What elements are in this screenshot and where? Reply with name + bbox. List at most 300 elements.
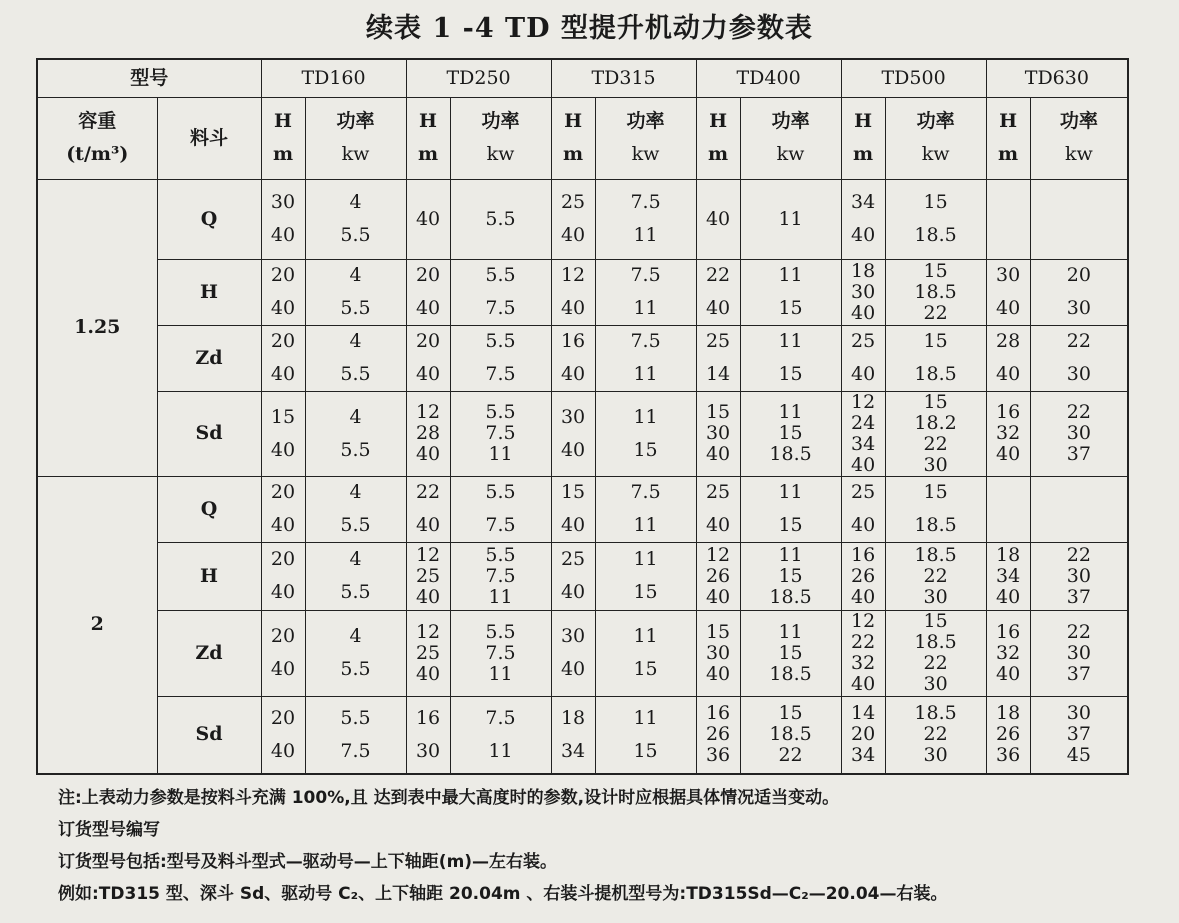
power-value: 30 [923, 673, 948, 695]
h-label: H [999, 110, 1018, 132]
height-value: 12 [850, 390, 876, 413]
bucket-type: Zd [157, 325, 261, 391]
power-unit: kw [921, 143, 950, 165]
height-value: 32 [850, 652, 876, 674]
height-cell [696, 476, 740, 542]
power-value: 18.2 [914, 411, 957, 434]
model-td400: TD400 [696, 59, 841, 97]
h-unit: m [417, 143, 439, 165]
power-value: 22 [923, 301, 948, 324]
power-value: 30 [1066, 422, 1091, 444]
power-cell [305, 179, 406, 259]
power-value: 15 [923, 610, 948, 632]
height-cell [261, 476, 305, 542]
power-label: 功率 [336, 110, 375, 132]
height-value: 20 [415, 330, 441, 352]
table-row [37, 259, 1128, 325]
height-value: 40 [705, 297, 731, 319]
power-unit-header [885, 97, 986, 179]
height-value: 40 [560, 581, 586, 603]
height-value: 25 [705, 481, 731, 503]
height-value: 40 [270, 739, 296, 762]
power-value: 22 [1066, 543, 1091, 566]
power-cell [305, 391, 406, 476]
height-cell [841, 259, 885, 325]
power-value: 11 [778, 401, 803, 423]
power-value: 30 [1066, 297, 1091, 319]
height-value: 20 [270, 264, 296, 286]
height-value: 40 [415, 585, 441, 608]
power-cell [1030, 259, 1128, 325]
height-value: 20 [270, 330, 296, 352]
height-value: 32 [996, 422, 1021, 444]
h-unit-header [551, 97, 595, 179]
height-value: 36 [705, 744, 731, 767]
power-cell [1030, 476, 1128, 542]
model-td500: TD500 [841, 59, 986, 97]
power-value: 18.5 [769, 443, 812, 465]
power-value: 5.5 [340, 297, 371, 319]
power-unit-header [740, 97, 841, 179]
power-label: 功率 [771, 110, 810, 132]
power-value: 11 [488, 585, 513, 608]
height-value: 40 [270, 363, 296, 385]
power-cell [740, 325, 841, 391]
power-unit-header [595, 97, 696, 179]
power-value: 11 [778, 330, 803, 352]
height-value: 26 [705, 723, 731, 746]
power-value: 15 [778, 641, 803, 664]
height-value: 25 [560, 548, 586, 570]
table-row [37, 476, 1128, 542]
power-value: 22 [923, 652, 948, 674]
height-value: 15 [705, 620, 731, 643]
power-cell [305, 476, 406, 542]
power-cell [885, 179, 986, 259]
height-cell [261, 542, 305, 610]
power-cell [885, 696, 986, 774]
height-value: 28 [996, 330, 1021, 352]
power-value: 11 [488, 739, 513, 762]
height-cell [986, 610, 1030, 696]
power-value: 15 [923, 191, 948, 213]
height-value: 40 [996, 585, 1021, 608]
height-value: 22 [415, 481, 441, 503]
power-cell [595, 259, 696, 325]
height-value: 40 [415, 514, 441, 536]
height-value: 40 [996, 443, 1021, 465]
height-value: 40 [560, 363, 586, 385]
power-unit-header [1030, 97, 1128, 179]
power-value: 5.5 [340, 224, 371, 246]
height-value: 20 [270, 706, 296, 729]
power-value: 11 [633, 405, 658, 428]
power-value: 30 [1066, 641, 1091, 664]
model-header: 型号 [37, 59, 261, 97]
height-value: 25 [560, 191, 586, 213]
height-value: 40 [560, 514, 586, 536]
power-cell [740, 610, 841, 696]
power-label: 功率 [481, 110, 520, 132]
power-value: 11 [778, 620, 803, 643]
model-td250: TD250 [406, 59, 551, 97]
power-cell [1030, 542, 1128, 610]
height-cell [986, 325, 1030, 391]
height-cell [551, 179, 595, 259]
height-value: 40 [270, 658, 296, 680]
height-value: 40 [850, 514, 876, 536]
power-value: 18.5 [914, 280, 957, 303]
power-cell [450, 179, 551, 259]
power-value: 11 [633, 514, 658, 536]
height-value: 40 [270, 224, 296, 246]
power-value: 7.5 [630, 481, 661, 503]
height-value: 18 [996, 702, 1021, 725]
power-value: 37 [1066, 723, 1091, 746]
power-cell [450, 542, 551, 610]
power-value: 15 [778, 363, 803, 385]
power-value: 4 [349, 330, 362, 352]
power-value: 30 [923, 744, 948, 767]
height-cell [406, 696, 450, 774]
power-value: 7.5 [340, 739, 371, 762]
height-value: 40 [996, 297, 1021, 319]
height-value: 40 [560, 297, 586, 319]
height-value: 20 [415, 264, 441, 286]
height-value: 18 [996, 543, 1021, 566]
power-value: 5.5 [485, 207, 516, 230]
power-cell [595, 610, 696, 696]
height-cell [551, 259, 595, 325]
note-line: 注:上表动力参数是按料斗充满 100%,且 达到表中最大高度时的参数,设计时应根据具体情况适当变动。 [58, 788, 840, 808]
height-value: 40 [705, 207, 731, 230]
bucket-type: H [157, 259, 261, 325]
power-value: 22 [923, 432, 948, 455]
power-value: 11 [778, 543, 803, 566]
height-cell [261, 325, 305, 391]
power-cell [1030, 391, 1128, 476]
height-value: 12 [415, 401, 441, 423]
capacity-value: 1.25 [37, 179, 157, 476]
h-unit: m [853, 143, 874, 165]
power-value: 22 [923, 723, 948, 746]
model-td315: TD315 [551, 59, 696, 97]
model-td630: TD630 [986, 59, 1128, 97]
power-cell [740, 179, 841, 259]
height-value: 16 [415, 706, 441, 729]
power-value: 7.5 [485, 422, 516, 444]
power-value: 11 [633, 363, 658, 385]
h-label: H [709, 110, 728, 132]
height-value: 40 [415, 662, 441, 685]
bucket-type: Q [157, 179, 261, 259]
height-cell [406, 542, 450, 610]
bucket-header: 料斗 [157, 97, 261, 179]
power-value: 5.5 [485, 264, 516, 286]
height-cell [261, 610, 305, 696]
power-cell [595, 325, 696, 391]
power-cell [885, 610, 986, 696]
power-value: 11 [778, 481, 803, 503]
height-cell [841, 325, 885, 391]
height-cell [696, 325, 740, 391]
height-value: 15 [560, 481, 586, 503]
power-value: 5.5 [485, 330, 516, 352]
power-cell [885, 259, 986, 325]
power-cell [1030, 325, 1128, 391]
power-value: 5.5 [485, 543, 516, 566]
capacity-value: 2 [37, 476, 157, 774]
height-cell [696, 610, 740, 696]
h-unit-header [841, 97, 885, 179]
height-cell [551, 542, 595, 610]
h-unit-header [406, 97, 450, 179]
height-value: 40 [560, 658, 586, 680]
power-value: 7.5 [485, 297, 516, 319]
height-cell [986, 696, 1030, 774]
power-value: 5.5 [340, 438, 371, 461]
height-cell [261, 259, 305, 325]
table-row [37, 391, 1128, 476]
height-cell [696, 179, 740, 259]
power-value: 18.5 [914, 514, 957, 536]
power-value: 15 [923, 481, 948, 503]
capacity-label: 容重 [78, 110, 117, 132]
height-value: 12 [560, 264, 586, 286]
power-value: 11 [778, 207, 803, 230]
height-value: 40 [270, 297, 296, 319]
height-cell [696, 259, 740, 325]
height-cell [551, 610, 595, 696]
height-value: 30 [560, 405, 586, 428]
table-row [37, 325, 1128, 391]
height-value: 12 [415, 543, 441, 566]
power-value: 20 [1066, 264, 1091, 286]
height-cell [986, 259, 1030, 325]
height-value: 40 [850, 301, 876, 324]
power-cell [740, 259, 841, 325]
power-value: 30 [923, 585, 948, 608]
power-value: 18.5 [769, 723, 812, 746]
height-value: 40 [850, 363, 876, 385]
power-value: 11 [488, 662, 513, 685]
power-value: 15 [778, 422, 803, 444]
capacity-unit: (t/m³) [66, 143, 129, 165]
height-value: 25 [415, 641, 441, 664]
height-value: 40 [705, 662, 731, 685]
power-value: 11 [633, 224, 658, 246]
power-cell [305, 696, 406, 774]
height-value: 20 [270, 548, 296, 570]
height-value: 12 [415, 620, 441, 643]
power-value: 15 [633, 658, 658, 680]
power-value: 11 [778, 264, 803, 286]
power-label: 功率 [1059, 110, 1098, 132]
height-value: 30 [270, 191, 296, 213]
height-cell [261, 179, 305, 259]
height-value: 30 [705, 422, 731, 444]
power-cell [595, 179, 696, 259]
power-label: 功率 [916, 110, 955, 132]
height-cell [406, 179, 450, 259]
height-value: 40 [850, 224, 876, 246]
power-cell [885, 476, 986, 542]
height-value: 14 [850, 702, 876, 725]
height-value: 40 [850, 585, 876, 608]
table-row [37, 542, 1128, 610]
h-label: H [419, 110, 437, 132]
table-row [37, 696, 1128, 774]
order-example: 例如:TD315 型、深斗 Sd、驱动号 C₂、上下轴距 20.04m 、右装斗提机型号为:TD315Sd—C₂—20.04—右装。 [58, 884, 948, 904]
height-value: 14 [705, 363, 731, 385]
power-cell [595, 542, 696, 610]
power-value: 30 [1066, 363, 1091, 385]
power-unit: kw [1064, 143, 1093, 165]
power-cell [740, 542, 841, 610]
height-cell [986, 391, 1030, 476]
height-value: 25 [850, 330, 876, 352]
bucket-type: Q [157, 476, 261, 542]
power-cell [595, 391, 696, 476]
height-value: 40 [270, 514, 296, 536]
height-cell [841, 696, 885, 774]
power-cell [450, 391, 551, 476]
power-value: 11 [633, 548, 658, 570]
height-value: 40 [415, 297, 441, 319]
height-cell [261, 696, 305, 774]
height-value: 16 [560, 330, 586, 352]
power-value: 18.5 [914, 543, 957, 566]
power-value: 4 [349, 405, 362, 428]
height-value: 25 [415, 564, 441, 587]
height-cell [841, 391, 885, 476]
power-cell [885, 542, 986, 610]
height-value: 40 [705, 585, 731, 608]
height-value: 40 [415, 443, 441, 465]
height-value: 34 [850, 744, 876, 767]
height-value: 30 [415, 739, 441, 762]
height-value: 18 [850, 259, 876, 282]
power-value: 15 [633, 438, 658, 461]
power-value: 5.5 [340, 581, 371, 603]
power-value: 15 [923, 330, 948, 352]
power-value: 37 [1066, 662, 1091, 685]
power-value: 15 [778, 702, 803, 725]
power-value: 4 [349, 481, 362, 503]
power-cell [450, 476, 551, 542]
power-value: 5.5 [485, 620, 516, 643]
order-format: 订货型号包括:型号及料斗型式—驱动号—上下轴距(m)—左右装。 [58, 852, 558, 872]
height-value: 30 [560, 625, 586, 647]
height-value: 22 [705, 264, 731, 286]
h-unit-header [986, 97, 1030, 179]
height-value: 15 [270, 405, 296, 428]
power-value: 5.5 [340, 363, 371, 385]
height-value: 40 [850, 673, 876, 695]
power-value: 11 [633, 297, 658, 319]
power-unit-header [305, 97, 406, 179]
power-unit-header [450, 97, 551, 179]
height-value: 32 [996, 641, 1021, 664]
h-unit: m [272, 143, 294, 165]
power-cell [740, 476, 841, 542]
height-cell [986, 542, 1030, 610]
power-value: 37 [1066, 585, 1091, 608]
height-cell [261, 391, 305, 476]
h-label: H [854, 110, 873, 132]
model-td160: TD160 [261, 59, 406, 97]
power-value: 18.5 [914, 363, 957, 385]
power-value: 18.5 [769, 662, 812, 685]
height-cell [406, 476, 450, 542]
height-value: 24 [850, 411, 876, 434]
height-value: 34 [850, 191, 876, 213]
power-value: 7.5 [485, 564, 516, 587]
height-value: 20 [850, 723, 876, 746]
bucket-type: Sd [157, 696, 261, 774]
power-value: 22 [923, 564, 948, 587]
height-value: 40 [996, 662, 1021, 685]
height-value: 40 [415, 207, 441, 230]
power-value: 22 [1066, 330, 1091, 352]
height-value: 40 [560, 438, 586, 461]
power-label: 功率 [626, 110, 665, 132]
h-unit-header [696, 97, 740, 179]
power-cell [885, 391, 986, 476]
height-value: 34 [560, 739, 586, 762]
capacity-header [37, 97, 157, 179]
bucket-type: H [157, 542, 261, 610]
power-value: 18.5 [914, 702, 957, 725]
power-value: 15 [923, 259, 948, 282]
h-label: H [274, 110, 292, 132]
height-cell [406, 259, 450, 325]
power-value: 4 [349, 548, 362, 570]
power-value: 30 [1066, 564, 1091, 587]
height-value: 26 [850, 564, 876, 587]
power-value: 7.5 [630, 191, 661, 213]
power-cell [1030, 179, 1128, 259]
power-unit: kw [631, 143, 660, 165]
notes-section [58, 782, 1158, 910]
power-value: 30 [1066, 702, 1091, 725]
height-value: 16 [850, 543, 876, 566]
power-cell [885, 325, 986, 391]
table-row [37, 179, 1128, 259]
height-value: 30 [705, 641, 731, 664]
height-value: 12 [850, 610, 876, 632]
height-cell [551, 391, 595, 476]
power-value: 15 [778, 297, 803, 319]
height-value: 40 [415, 363, 441, 385]
height-value: 28 [415, 422, 441, 444]
height-value: 16 [705, 702, 731, 725]
height-value: 40 [996, 363, 1021, 385]
height-cell [696, 696, 740, 774]
bucket-type: Zd [157, 610, 261, 696]
power-value: 5.5 [340, 658, 371, 680]
power-value: 7.5 [485, 514, 516, 536]
power-cell [305, 325, 406, 391]
height-value: 25 [705, 330, 731, 352]
height-value: 26 [705, 564, 731, 587]
height-value: 34 [850, 432, 876, 455]
height-cell [406, 610, 450, 696]
power-value: 15 [633, 581, 658, 603]
height-value: 40 [560, 224, 586, 246]
height-cell [841, 542, 885, 610]
height-value: 20 [270, 481, 296, 503]
